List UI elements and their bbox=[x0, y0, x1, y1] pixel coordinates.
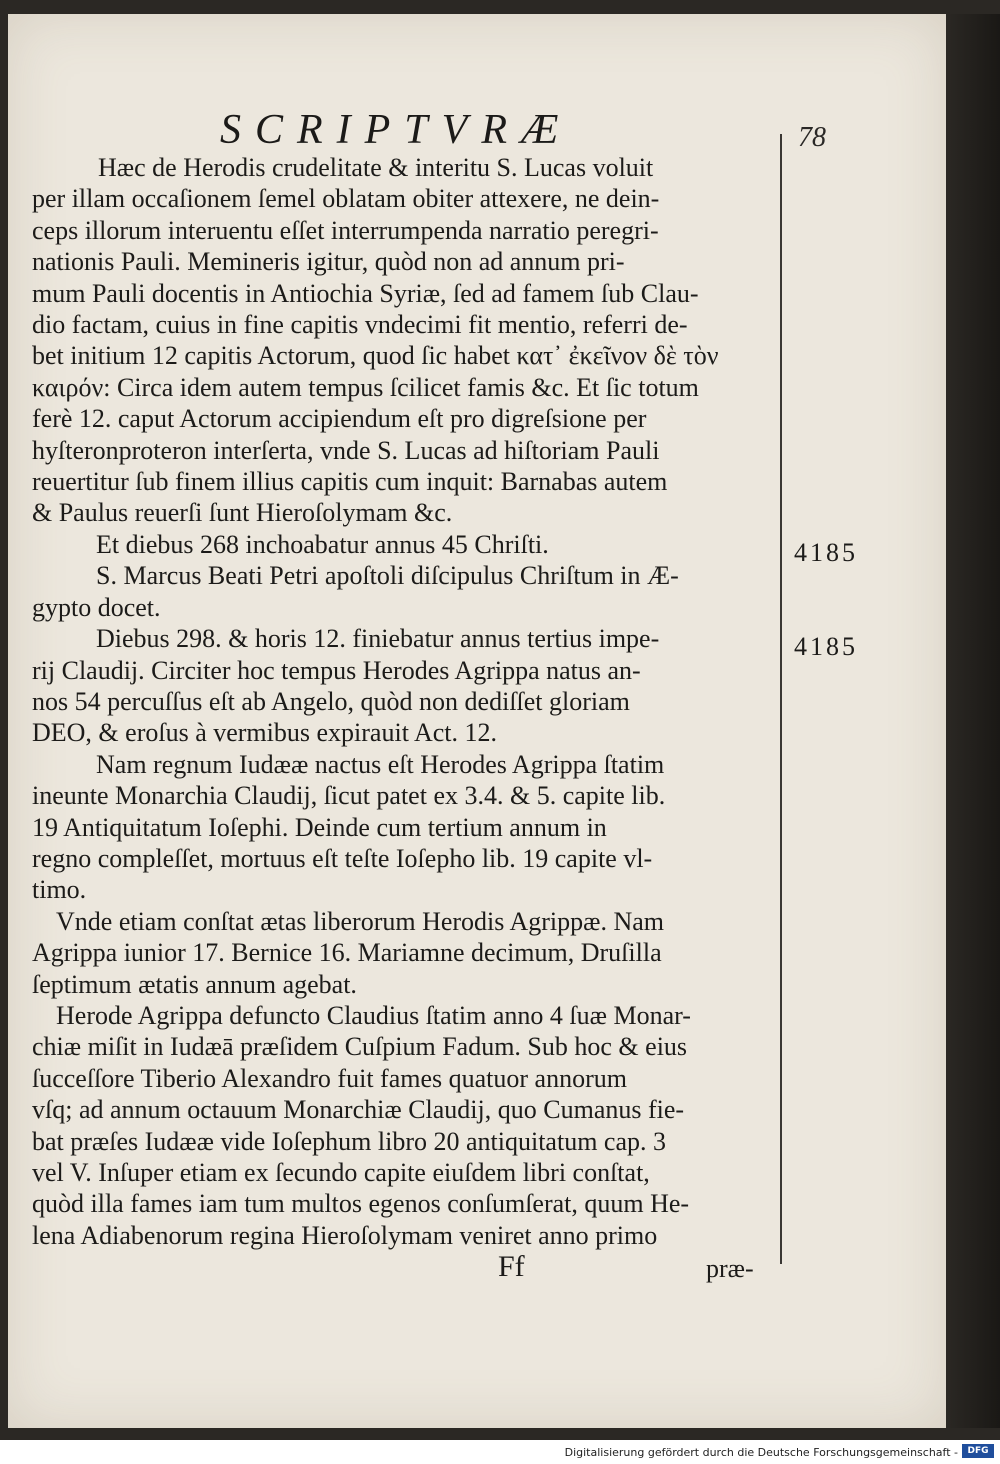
text-line: Hæc de Herodis crudelitate & interitu S. Lucas voluit bbox=[98, 153, 654, 182]
running-head: SCRIPTVRÆ bbox=[220, 107, 573, 153]
text-line: mum Pauli docentis in Antiochia Syriæ, ſed ad famem ſub Clau- bbox=[32, 278, 699, 308]
text-line: vſq; ad annum octauum Monarchiæ Claudij, quo Cumanus fie- bbox=[32, 1095, 685, 1125]
body-text bbox=[32, 152, 772, 1251]
text-line: Diebus 298. & horis 12. finiebatur annus tertius impe- bbox=[96, 624, 660, 654]
footer-credit: Digitalisierung gefördert durch die Deutsche Forschungsgemeinschaft - bbox=[564, 1446, 958, 1459]
text-line: gypto docet. bbox=[32, 592, 161, 622]
catchword: præ- bbox=[706, 1254, 754, 1283]
text-line: vel V. Inſuper etiam ex ſecundo capite eiuſdem libri conſtat, bbox=[32, 1158, 650, 1187]
text-line: DEO, & eroſus à vermibus expirauit Act. 12. bbox=[32, 718, 498, 748]
text-line: καιρόν: Circa idem autem tempus ſcilicet famis &c. Et ſic totum bbox=[32, 372, 699, 402]
text-line: reuertitur ſub finem illius capitis cum inquit: Barnabas autem bbox=[32, 467, 668, 497]
margin-rule bbox=[780, 134, 782, 1264]
text-line: per illam occaſionem ſemel oblatam obiter attexere, ne dein- bbox=[32, 184, 660, 214]
text-line: hyſteronproteron interſerta, vnde S. Lucas ad hiſtoriam Pauli bbox=[32, 435, 660, 465]
text-line: ineunte Monarchia Claudij, ſicut patet ex 3.4. & 5. capite lib. bbox=[32, 781, 666, 811]
text-line: bat præſes Iudææ vide Ioſephum libro 20 antiquitatum cap. 3 bbox=[32, 1126, 667, 1156]
text-line: ceps illorum interuentu eſſet interrumpenda narratio peregri- bbox=[32, 215, 659, 245]
margin-note: 4185 bbox=[794, 632, 858, 661]
page-number: 78 bbox=[798, 122, 826, 153]
text-line: Vnde etiam conſtat ætas liberorum Herodis Agrippæ. Nam bbox=[56, 906, 664, 936]
footer-bar bbox=[0, 1440, 1000, 1464]
text-line: 19 Antiquitatum Ioſephi. Deinde cum tertium annum in bbox=[32, 812, 607, 842]
text-line: bet initium 12 capitis Actorum, quod ſic habet κατ᾽ ἐκεῖνον δὲ τὸν bbox=[32, 341, 719, 371]
text-line: timo. bbox=[32, 875, 87, 905]
text-line: Agrippa iunior 17. Bernice 16. Mariamne decimum, Druſilla bbox=[32, 938, 662, 968]
text-line: regno compleſſet, mortuus eſt teſte Ioſepho lib. 19 capite vl- bbox=[32, 843, 653, 873]
text-line: ſeptimum ætatis annum agebat. bbox=[32, 969, 357, 999]
text-line: Et diebus 268 inchoabatur annus 45 Chriſti. bbox=[96, 529, 549, 559]
text-line: lena Adiabenorum regina Hieroſolymam veniret anno primo bbox=[32, 1220, 658, 1250]
text-line: dio factam, cuius in fine capitis vndecimi fit mentio, referri de- bbox=[32, 310, 688, 340]
book-page bbox=[8, 14, 946, 1428]
text-line: ſucceſſore Tiberio Alexandro fuit fames quatuor annorum bbox=[32, 1063, 627, 1093]
margin-note: 4185 bbox=[794, 538, 858, 567]
text-line: nos 54 percuſſus eſt ab Angelo, quòd non dediſſet gloriam bbox=[32, 686, 630, 716]
text-line: rij Claudij. Circiter hoc tempus Herodes Agrippa natus an- bbox=[32, 655, 641, 685]
text-line: chiæ miſit in Iudæā præſidem Cuſpium Fadum. Sub hoc & eius bbox=[32, 1032, 688, 1062]
text-line: & Paulus reuerſi ſunt Hieroſolymam &c. bbox=[32, 498, 453, 528]
text-line: Herode Agrippa defuncto Claudius ſtatim anno 4 ſuæ Monar- bbox=[56, 1000, 691, 1030]
page-edge-shadow bbox=[946, 14, 1000, 1428]
text-line: S. Marcus Beati Petri apoſtoli diſcipulus Chriſtum in Æ- bbox=[96, 561, 679, 591]
text-line: quòd illa fames iam tum multos egenos conſumſerat, quum He- bbox=[32, 1189, 690, 1219]
text-line: ferè 12. caput Actorum accipiendum eſt pro digreſsione per bbox=[32, 404, 647, 434]
text-line: Nam regnum Iudææ nactus eſt Herodes Agrippa ſtatim bbox=[96, 749, 665, 779]
text-line: nationis Pauli. Memineris igitur, quòd non ad annum pri- bbox=[32, 247, 625, 277]
dfg-logo: DFG bbox=[962, 1444, 994, 1458]
signature-mark: Ff bbox=[498, 1250, 525, 1283]
